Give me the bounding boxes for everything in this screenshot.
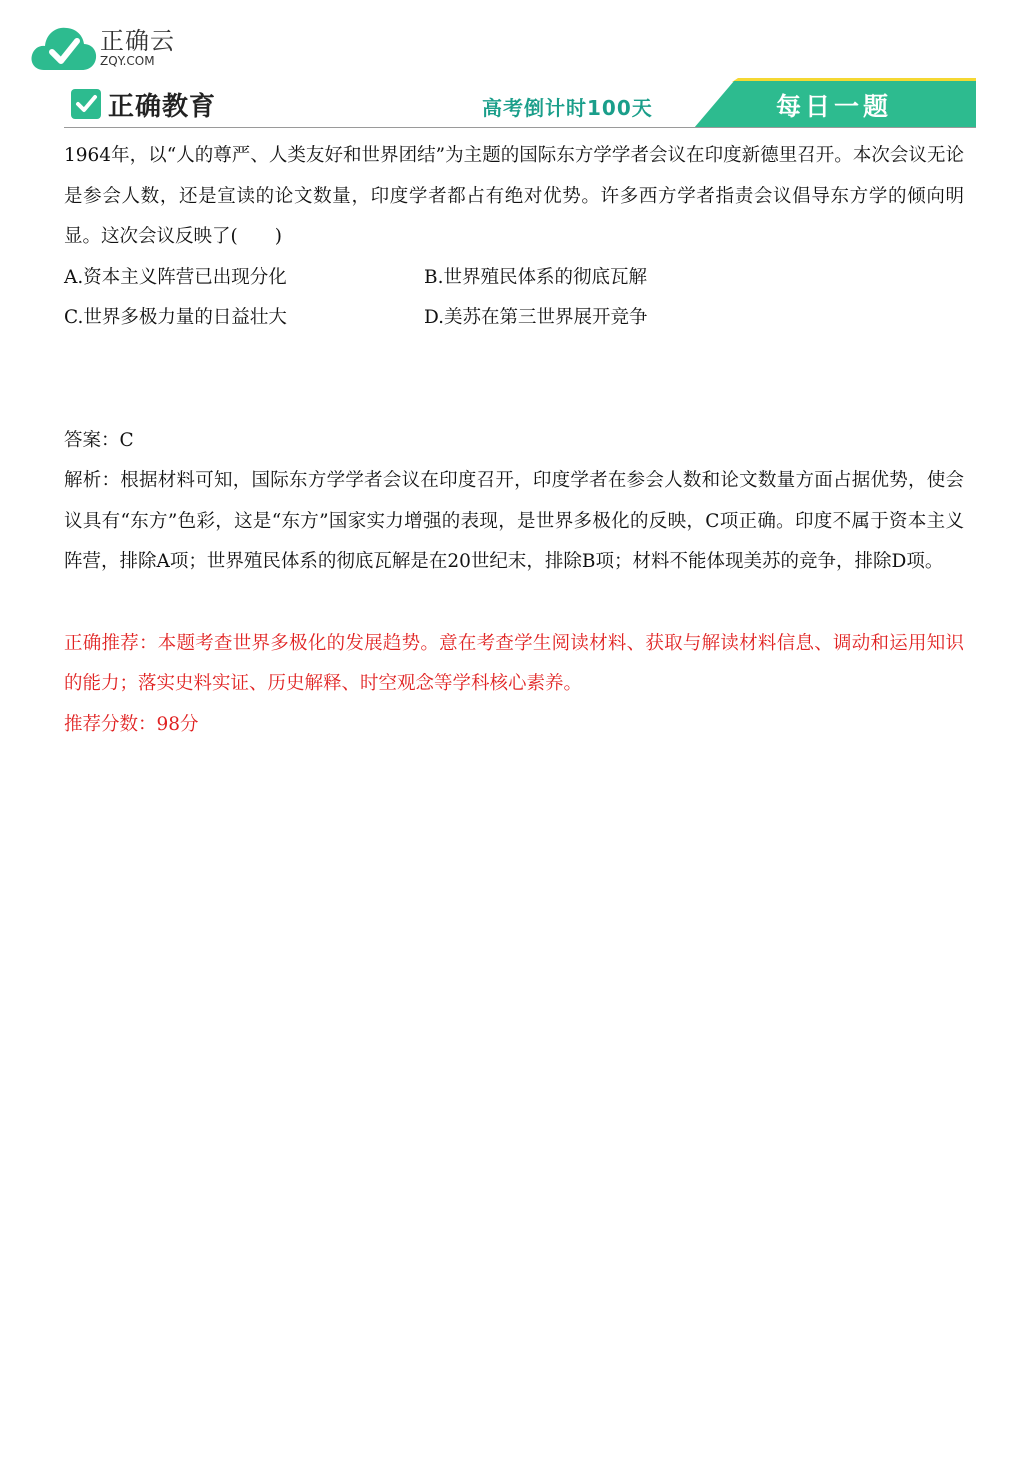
brand-name: 正确教育 [108, 92, 217, 122]
checkbox-icon [70, 88, 102, 124]
question-stem: 1964年，以“人的尊严、人类友好和世界团结”为主题的国际东方学学者会议在印度新德里召开。本次会议无论是参会人数，还是宣读的论文数量，印度学者都占有绝对优势。许多西方学者指责会议倡导东方学的倾向明显。这次会议反映了( ) [64, 145, 964, 247]
header-divider [64, 127, 976, 128]
logo-domain: ZQY.COM [100, 54, 155, 68]
zqy-cloud-logo-icon [30, 22, 98, 78]
option-d: D.美苏在第三世界展开竞争 [424, 307, 648, 328]
daily-question-label: 每日一题 [776, 92, 893, 121]
logo-text [100, 28, 175, 68]
recommendation-score: 推荐分数：98分 [64, 713, 199, 735]
options-row-2 [64, 298, 964, 339]
countdown-label: 高考倒计时100天 [482, 96, 653, 120]
recommendation-text: 正确推荐：本题考查世界多极化的发展趋势。意在考查学生阅读材料、获取与解读材料信息、调动和运用知识的能力；落实史料实证、历史解释、时空观念等学科核心素养。 [64, 632, 964, 694]
question-content [64, 136, 964, 745]
options-row-1 [64, 258, 964, 299]
header-banner [64, 78, 976, 130]
answer-line: 答案：C [64, 429, 134, 451]
option-b: B.世界殖民体系的彻底瓦解 [424, 266, 647, 288]
option-a: A.资本主义阵营已出现分化 [64, 266, 287, 288]
logo-name: 正确云 [100, 27, 175, 55]
options-list [64, 258, 964, 339]
analysis-text: 解析：根据材料可知，国际东方学学者会议在印度召开，印度学者在参会人数和论文数量方面占据优势，使会议具有“东方”色彩，这是“东方”国家实力增强的表现，是世界多极化的反映，C项正确。印度不属于资本主义阵营，排除A项；世界殖民体系的彻底瓦解是在20世纪末，排除B项；材料不能体现美苏的竞争，排除D项。 [64, 470, 964, 572]
option-c: C.世界多极力量的日益壮大 [64, 307, 287, 328]
